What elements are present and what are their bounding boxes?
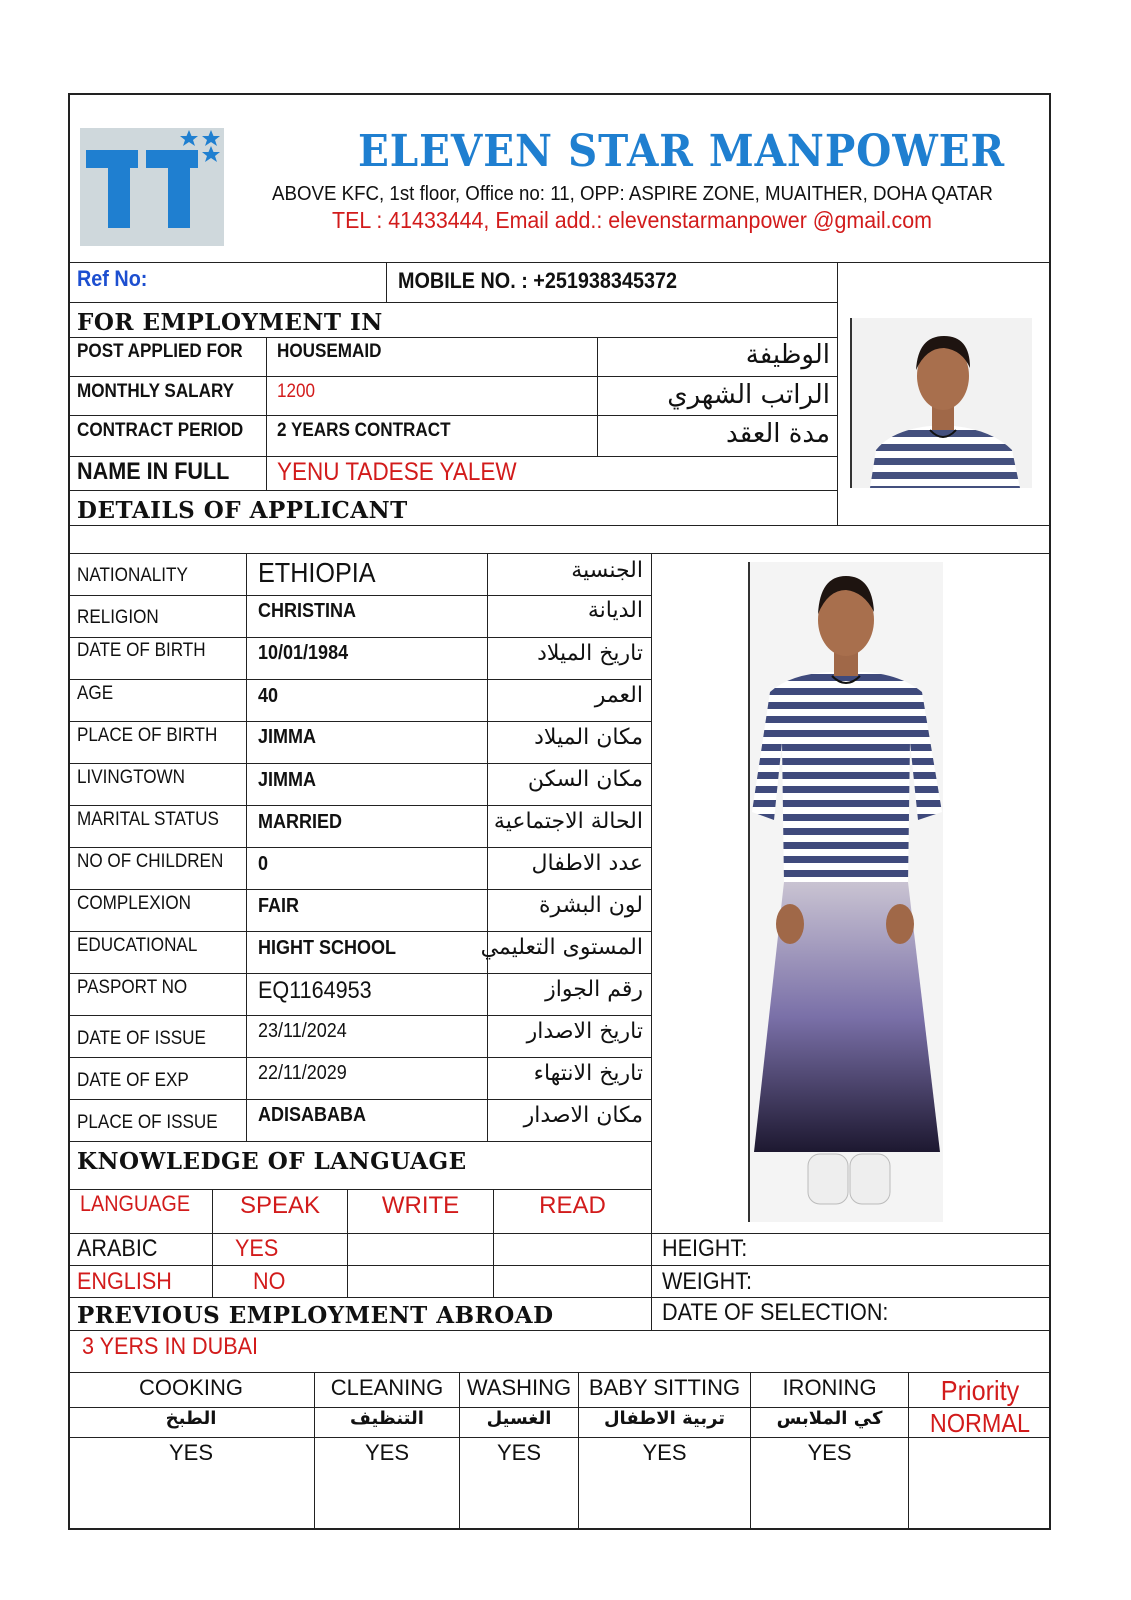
detail-value: CHRISTINA [258, 600, 357, 622]
skill-arabic: الطبخ [165, 1408, 217, 1429]
detail-arabic: لون البشرة [539, 893, 643, 918]
detail-label: NO OF CHILDREN [77, 851, 224, 872]
skill-label: BABY SITTING [588, 1375, 741, 1400]
logo-mark [80, 128, 224, 246]
skill-value: YES [807, 1440, 852, 1465]
detail-arabic: الديانة [587, 598, 643, 623]
skill-label: CLEANING [330, 1375, 444, 1400]
contract-arabic: مدة العقد [726, 419, 830, 449]
detail-label: DATE OF ISSUE [77, 1028, 206, 1049]
skill-arabic: الغسيل [486, 1408, 552, 1429]
weight-label: WEIGHT: [662, 1268, 752, 1295]
detail-value: ETHIOPIA [258, 557, 376, 588]
detail-label: AGE [77, 683, 114, 704]
previous-employment-value: 3 YERS IN DUBAI [82, 1333, 259, 1360]
company-logo [80, 128, 224, 246]
detail-label: COMPLEXION [77, 893, 192, 914]
skill-arabic: تربية الاطفال [603, 1408, 726, 1429]
name-label: NAME IN FULL [77, 458, 230, 485]
detail-label: RELIGION [77, 607, 159, 628]
detail-arabic: تاريخ الاصدار [526, 1019, 643, 1044]
priority-label: Priority [940, 1375, 1020, 1406]
ref-label: Ref No: [77, 266, 148, 291]
detail-value: JIMMA [258, 769, 317, 791]
detail-value: HIGHT SCHOOL [258, 937, 397, 959]
skill-value: YES [642, 1440, 687, 1465]
skill-value: YES [364, 1440, 410, 1465]
contract-label: CONTRACT PERIOD [77, 420, 244, 441]
contract-value: 2 YEARS CONTRACT [277, 420, 451, 441]
detail-arabic: المستوى التعليمي [480, 935, 643, 960]
detail-value: 10/01/1984 [258, 642, 349, 664]
detail-value: MARRIED [258, 811, 343, 833]
detail-arabic: الحالة الاجتماعية [493, 809, 643, 834]
detail-value: JIMMA [258, 726, 317, 748]
company-name: ELEVEN STAR MANPOWER [358, 126, 1006, 177]
detail-arabic: العمر [594, 683, 643, 708]
detail-arabic: مكان الميلاد [534, 725, 643, 750]
detail-label: NATIONALITY [77, 565, 188, 586]
detail-label: PASPORT NO [77, 977, 188, 998]
company-address: ABOVE KFC, 1st floor, Office no: 11, OPP: ASPIRE ZONE, MUAITHER, DOHA QATAR [272, 183, 993, 205]
read-col-header: READ [539, 1192, 606, 1219]
speak-col-header: SPEAK [239, 1192, 321, 1219]
mobile-number: MOBILE NO. : +251938345372 [398, 268, 677, 293]
name-value: YENU TADESE YALEW [277, 458, 517, 486]
detail-arabic: مكان الاصدار [523, 1103, 643, 1128]
detail-value: 23/11/2024 [258, 1020, 347, 1042]
detail-label: LIVINGTOWN [77, 767, 185, 788]
language-name: ARABIC [77, 1235, 158, 1262]
applicant-full-photo [748, 562, 943, 1222]
skill-label: COOKING [139, 1375, 243, 1400]
previous-employment-heading: PREVIOUS EMPLOYMENT ABROAD [77, 1302, 554, 1329]
language-speak: YES [235, 1235, 279, 1262]
detail-arabic: مكان السكن [527, 767, 643, 792]
skill-value: YES [168, 1440, 214, 1465]
skill-label: WASHING [466, 1375, 572, 1400]
skill-label: IRONING [782, 1375, 877, 1400]
detail-value: ADISABABA [258, 1104, 366, 1126]
salary-label: MONTHLY SALARY [77, 381, 235, 402]
detail-label: PLACE OF BIRTH [77, 725, 218, 746]
salary-value: 1200 [277, 381, 316, 402]
detail-value: 40 [258, 685, 279, 707]
detail-label: MARITAL STATUS [77, 809, 219, 830]
employment-heading: FOR EMPLOYMENT IN [77, 309, 383, 336]
detail-value: FAIR [258, 895, 300, 917]
detail-arabic: تاريخ الميلاد [537, 641, 643, 666]
skill-value: YES [496, 1440, 542, 1465]
detail-label: DATE OF EXP [77, 1070, 189, 1091]
applicant-headshot [850, 318, 1032, 488]
detail-arabic: عدد الاطفال [531, 851, 643, 876]
language-name: ENGLISH [77, 1268, 172, 1295]
skill-arabic: التنظيف [350, 1408, 424, 1429]
detail-arabic: الجنسية [571, 558, 643, 583]
post-applied-arabic: الوظيفة [745, 340, 830, 370]
detail-value: 0 [258, 853, 269, 875]
details-heading: DETAILS OF APPLICANT [77, 497, 408, 524]
language-heading: KNOWLEDGE OF LANGUAGE [77, 1148, 467, 1175]
skill-arabic: كي الملابس [776, 1408, 883, 1429]
company-contact: TEL : 41433444, Email add.: elevenstarmanpower @gmail.com [332, 207, 932, 233]
language-col-header: LANGUAGE [80, 1191, 191, 1216]
write-col-header: WRITE [381, 1192, 460, 1219]
detail-label: PLACE OF ISSUE [77, 1112, 218, 1133]
detail-label: DATE OF BIRTH [77, 640, 206, 661]
detail-value: EQ1164953 [258, 977, 372, 1004]
detail-label: EDUCATIONAL [77, 935, 198, 956]
language-speak: NO [253, 1268, 286, 1295]
salary-arabic: الراتب الشهري [667, 380, 830, 410]
post-applied-value: HOUSEMAID [277, 341, 382, 362]
height-label: HEIGHT: [662, 1235, 748, 1262]
detail-value: 22/11/2029 [258, 1062, 347, 1084]
detail-arabic: تاريخ الانتهاء [533, 1061, 643, 1086]
post-applied-label: POST APPLIED FOR [77, 341, 243, 362]
detail-arabic: رقم الجواز [545, 977, 643, 1002]
selection-date-label: DATE OF SELECTION: [662, 1299, 889, 1326]
priority-value: NORMAL [929, 1408, 1031, 1438]
